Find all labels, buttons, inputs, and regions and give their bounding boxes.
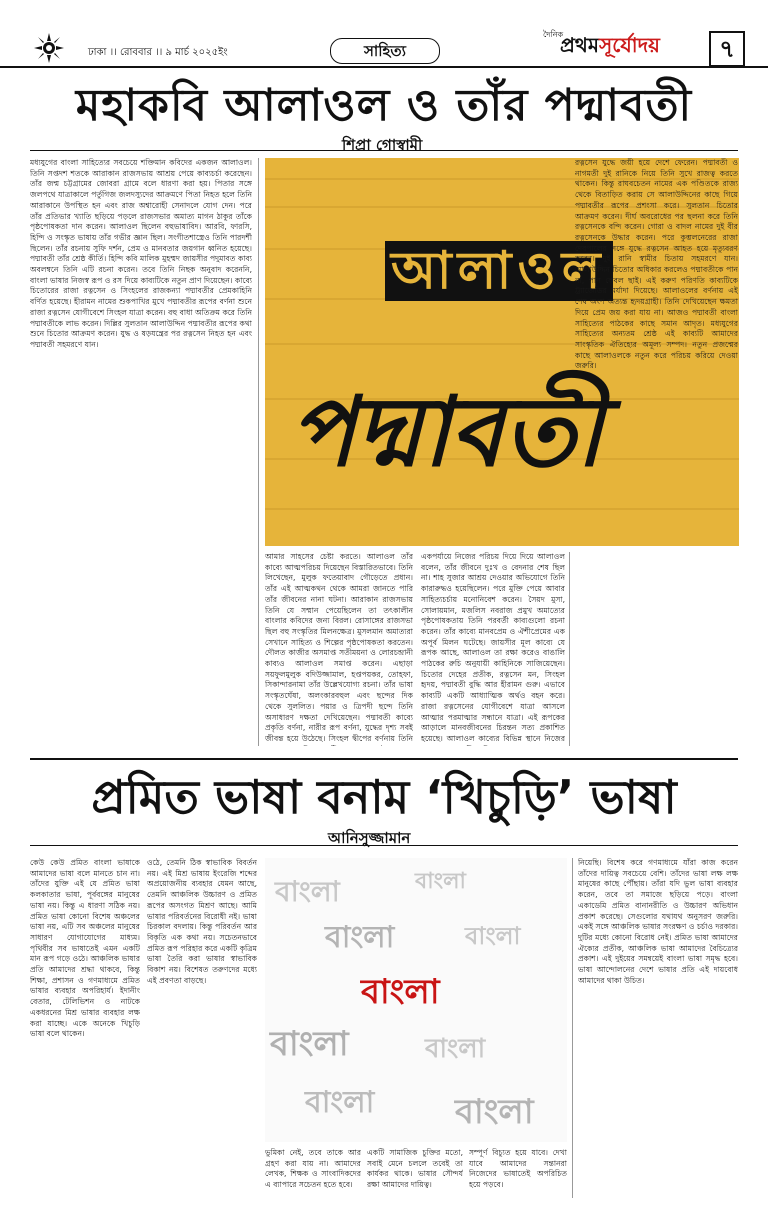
- cover-title-text: পদ্মাবতী: [290, 376, 603, 488]
- column-rule: [572, 858, 573, 1198]
- article1-headline: মহাকবি আলাওল ও তাঁর পদ্মাবতী: [75, 80, 693, 131]
- issue-date: ঢাকা ।। রোববার ।। ৯ মার্চ ২০২৫ইং: [88, 47, 228, 58]
- column-rule: [258, 158, 259, 746]
- article2-byline: আনিসুজ্জামান: [328, 829, 411, 847]
- article1-column-3: একপর্যায়ে নিজের পরিচয় দিয়ে দিয়ে আলাওল বলেন, তাঁর জীবনে দুঃখ ও বেদনার শেষ ছিল না। শাহ সুজার আশ্রয় দেওয়ার অভিযোগে তিনি কারারুদ্ধও হয়েছিলেন। পরে মুক্তি পেয়ে আবার সাহিত্যচর্চায় মনোনিবেশ করেন। সৈয়দ মুসা, সোলায়মান, মজলিস নবরাজ প্রমুখ অমাত্যের পৃষ্ঠপোষকতায় তিনি পরবর্তী কাব্যগুলো রচনা করেন। তাঁর কাব্যে মানবপ্রেম ও ঐশীপ্রেমের এক অপূর্ব মিলন ঘটেছে। জায়সীর মূল কাব্যে যে রূপক আছে, আলাওল তা রক্ষা করেও বাঙালি পাঠকের রুচি অনুযায়ী কাহিনিকে সাজিয়েছেন। চিতোর দেহের প্রতীক, রত্নসেন মন, সিংহল হৃদয়, পদ্মাবতী বুদ্ধি আর হীরামন গুরু। এভাবে কাব্যটি একটি আধ্যাত্মিক অর্থও বহন করে। রাজা রত্নসেনের যোগীবেশে যাত্রা আসলে আত্মার পরমাত্মার সন্ধানে যাত্রা। এই রূপকের আড়ালে মানবজীবনের চিরন্তন সত্য প্রকাশিত হয়েছে। আলাওল কাব্যের বিভিন্ন স্থানে নিজের: [421, 552, 565, 743]
- article2-column-1: কেউ কেউ প্রমিত বাংলা ভাষাকে আমাদের ভাষা বলে মানতে চান না। তাঁদের যুক্তি এই যে প্রমিত ভাষা কলকাতার ভাষা, পূর্ববঙ্গের মানুষের ভাষা নয়। কিন্তু এ ধারণা সঠিক নয়। প্রমিত ভাষা কোনো বিশেষ অঞ্চলের ভাষা নয়, এটি সব অঞ্চলের মানুষের সাধারণ যোগাযোগের মাধ্যম। পৃথিবীর সব ভাষাতেই এমন একটি মান রূপ গড়ে ওঠে। আঞ্চলিক ভাষার প্রতি আমাদের শ্রদ্ধা থাকবে, কিন্তু শিক্ষা, প্রশাসন ও গণমাধ্যমে প্রমিত ভাষার ব্যবহার অপরিহার্য। ইদানীং বেতার, টেলিভিশন ও নাটকে একধরনের মিশ্র ভাষার ব্যবহার লক্ষ করা যাচ্ছে। একে অনেকে খিচুড়ি ভাষা বলে থাকেন।: [30, 858, 140, 1039]
- illustration-highlight-word: বাংলা: [361, 972, 440, 1012]
- illustration-bangla-words: বাংলা বাংলা বাংলা বাংলা বাংলা বাংলা বাংলা বাংলা বাংলা: [265, 858, 567, 1142]
- emblem-icon: [34, 33, 64, 63]
- column-rule: [569, 552, 570, 746]
- brand-prefix: দৈনিক: [543, 30, 564, 39]
- cover-author-text: আলাওল: [385, 230, 613, 317]
- article1-column-2: আমার সাহসের চেষ্টা করতে। আলাওল তাঁর কাব্যে আত্মপরিচয় দিয়েছেন বিস্তারিতভাবে। তিনি লিখেছেন, মুলুক ফতেয়াবাদ গৌড়েতে প্রধান। তাঁর এই আত্মকথন থেকে আমরা জানতে পারি তাঁর জীবনের নানা ঘটনা। আরাকান রাজসভায় তিনি যে সম্মান পেয়েছিলেন তা তৎকালীন বাংলার কবিদের জন্য বিরল। রোসাঙ্গের রাজসভা ছিল বহু সংস্কৃতির মিলনক্ষেত্র। মুসলমান অমাত্যরা সেখানে সাহিত্য ও শিল্পের পৃষ্ঠপোষকতা করতেন। দৌলত কাজীর অসমাপ্ত সতীময়না ও লোরচন্দ্রানী কাব্যও আলাওল সমাপ্ত করেন। এছাড়া সয়ফুলমুলুক বদিউজ্জামাল, হপ্তপয়কর, তোহফা, সিকান্দারনামা তাঁর উল্লেখযোগ্য রচনা। তাঁর ভাষা সংস্কৃতঘেঁষা, অলংকারবহুল এবং ছন্দের দিক থেকে সুললিত। পয়ার ও ত্রিপদী ছন্দে তিনি অসাধারণ দক্ষতা দেখিয়েছেন। পদ্মাবতী কাব্যে প্রকৃতি বর্ণনা, নারীর রূপ বর্ণনা, যুদ্ধের দৃশ্য সবই জীবন্ত হয়ে উঠেছে। সিংহল দ্বীপের বর্ণনায় তিনি: [265, 552, 413, 743]
- headline-divider: [30, 845, 738, 846]
- article2-headline: প্রমিত ভাষা বনাম ‘খিচুড়ি’ ভাষা: [91, 770, 677, 824]
- page-header: [0, 0, 768, 68]
- newspaper-logo: [560, 31, 660, 64]
- article2-column-5: সম্পূর্ণ বিচ্যুত হয়ে যাবে। দেখা যাবে আমাদের সন্তানরা নিজেদের ভাষাতেই অপরিচিত হয়ে পড়বে।: [469, 1148, 567, 1190]
- brand-part1: প্রথম: [560, 33, 599, 57]
- article1-column-4: রত্নসেন যুদ্ধে জয়ী হয়ে দেশে ফেরেন। পদ্মাবতী ও নাগমতী দুই রানিকে নিয়ে তিনি সুখে রাজত্ব করতে থাকেন। কিন্তু রাঘবচেতন নামের এক পণ্ডিতকে রাজ্য থেকে বিতাড়িত করায় সে আলাউদ্দিনের কাছে গিয়ে পদ্মাবতীর রূপের প্রশংসা করে। সুলতান চিতোর আক্রমণ করেন। দীর্ঘ অবরোধের পর ছলনা করে তিনি রত্নসেনকে বন্দি করেন। গোরা ও বাদল নামের দুই বীর রত্নসেনকে উদ্ধার করেন। পরে কুম্ভলনেরের রাজা দেবপালের সঙ্গে যুদ্ধে রত্নসেন আহত হয়ে মৃত্যুবরণ করেন। দুই রানি স্বামীর চিতায় সহমরণে যান। আলাউদ্দিন চিতোর অধিকার করলেও পদ্মাবতীকে পান না, পান কেবল ছাই। এই করুণ পরিণতি কাব্যটিকে ট্র্যাজেডির মর্যাদা দিয়েছে। আলাওলের বর্ণনায় এই শেষ অংশ অত্যন্ত হৃদয়গ্রাহী। তিনি দেখিয়েছেন ক্ষমতা দিয়ে প্রেম জয় করা যায় না। আজও পদ্মাবতী বাংলা সাহিত্যের পাঠকের কাছে সমান আদৃত। মধ্যযুগের সাহিত্যের অন্যতম শ্রেষ্ঠ এই কাব্যটি আমাদের সাংস্কৃতিক ঐতিহ্যের অমূল্য সম্পদ। নতুন প্রজন্মের কাছে আলাওলকে নতুন করে পরিচয় করিয়ে দেওয়া জরুরি।: [575, 158, 738, 371]
- headline-divider: [30, 150, 738, 151]
- article2-column-3: ভুমিকা নেই, তবে তাকে আর গ্রহণ করা যায় না। আমাদের লেখক, শিক্ষক ও সাংবাদিকদের এ ব্যাপারে সচেতন হতে হবে।: [265, 1148, 361, 1190]
- article2-column-4: একটি সামাজিক চুক্তির মতো, সবাই মেনে চললে তবেই তা কার্যকর থাকে। ভাষার সৌন্দর্য রক্ষা আমাদের দায়িত্ব।: [367, 1148, 463, 1190]
- brand-part2: সূর্যোদয়: [599, 33, 660, 57]
- section-label: সাহিত্য: [330, 38, 440, 64]
- page-number: ৭: [709, 31, 745, 67]
- article1-column-1: মধ্যযুগের বাংলা সাহিত্যের সবচেয়ে শক্তিমান কবিদের একজন আলাওল। তিনি সপ্তদশ শতকে আরাকান রাজসভায় আশ্রয় পেয়ে কাব্যচর্চা করেছেন। তাঁর জন্ম চট্টগ্রামের জোবরা গ্রামে বলে ধারণা করা হয়। পিতার সঙ্গে জলপথে যাত্রাকালে পর্তুগিজ জলদস্যুদের আক্রমণে পিতা নিহত হলে তিনি আরাকানে উপস্থিত হন এবং রাজ অশ্বারোহী সেনাদলে যোগ দেন। পরে তাঁর প্রতিভার খ্যাতি ছড়িয়ে পড়লে রাজসভার অমাত্য মাগন ঠাকুর তাঁকে পৃষ্ঠপোষকতা দান করেন। আলাওল ছিলেন বহুভাষাবিদ। আরবি, ফারসি, হিন্দি ও সংস্কৃত ভাষায় তাঁর গভীর জ্ঞান ছিল। সংগীতশাস্ত্রেও তিনি পারদর্শী ছিলেন। তাঁর রচনায় সুফি দর্শন, প্রেম ও মানবতার জয়গান ধ্বনিত হয়েছে। পদ্মাবতী তাঁর শ্রেষ্ঠ কীর্তি। হিন্দি কবি মালিক মুহম্মদ জায়সীর পদুমাবত কাব্য অবলম্বনে তিনি এটি রচনা করেন। তবে তিনি নিছক অনুবাদ করেননি, বাংলা ভাষার নিজস্ব রূপ ও রস দিয়ে কাব্যটিকে নতুন প্রাণ দিয়েছেন। কাব্যে চিতোরের রাজা রত্নসেন ও সিংহলের রাজকন্যা পদ্মাবতীর প্রেমকাহিনি বর্ণিত হয়েছে। হীরামন নামের শুকপাখির মুখে পদ্মাবতীর রূপের বর্ণনা শুনে রাজা রত্নসেন যোগীবেশে সিংহল যাত্রা করেন। বহু বাধা অতিক্রম করে তিনি পদ্মাবতীকে লাভ করেন। দিল্লির সুলতান আলাউদ্দিন পদ্মাবতীর রূপের কথা শুনে চিতোর আক্রমণ করেন। যুদ্ধ ও ষড়যন্ত্রের পর রত্নসেন নিহত হন এবং পদ্মাবতী সহমরণে যান।: [30, 158, 252, 349]
- article1-byline: শিপ্রা গোস্বামী: [342, 136, 423, 154]
- article2-column-2: ওঠে, তেমনি ঠিক স্বাভাবিক বিবর্তন নয়। এই মিশ্র ভাষায় ইংরেজি শব্দের অপ্রয়োজনীয় ব্যবহার যেমন আছে, তেমনি আঞ্চলিক উচ্চারণ ও প্রমিত রূপের অসংগত মিশ্রণ আছে। আমি ভাষার পরিবর্তনের বিরোধী নই। ভাষা চিরকাল বদলায়। কিন্তু পরিবর্তন আর বিকৃতি এক কথা নয়। সচেতনভাবে প্রমিত রূপ পরিহার করে একটি কৃত্রিম ভাষা তৈরি করা ভাষার স্বাভাবিক বিকাশ নয়। বিশেষত তরুণদের মধ্যে এই প্রবণতা বাড়ছে।: [147, 858, 257, 985]
- article2-column-6: নিয়েছি। বিশেষ করে গণমাধ্যমে যাঁরা কাজ করেন তাঁদের দায়িত্ব সবচেয়ে বেশি। তাঁদের ভাষা লক্ষ লক্ষ মানুষের কাছে পৌঁছায়। তাঁরা যদি ভুল ভাষা ব্যবহার করেন, তবে তা সমাজে ছড়িয়ে পড়ে। বাংলা একাডেমি প্রমিত বানানরীতি ও উচ্চারণ অভিধান প্রকাশ করেছে। সেগুলোর যথাযথ অনুসরণ জরুরি। একই সঙ্গে আঞ্চলিক ভাষার সংরক্ষণ ও চর্চাও দরকার। দুটির মধ্যে কোনো বিরোধ নেই। প্রমিত ভাষা আমাদের ঐক্যের প্রতীক, আঞ্চলিক ভাষা আমাদের বৈচিত্র্যের প্রকাশ। এই দুইয়ের সমন্বয়েই বাংলা ভাষা সমৃদ্ধ হবে। ভাষা আন্দোলনের দেশে ভাষার প্রতি এই দায়বোধ আমাদের থাকা উচিত।: [578, 858, 738, 985]
- article-separator: [30, 758, 738, 760]
